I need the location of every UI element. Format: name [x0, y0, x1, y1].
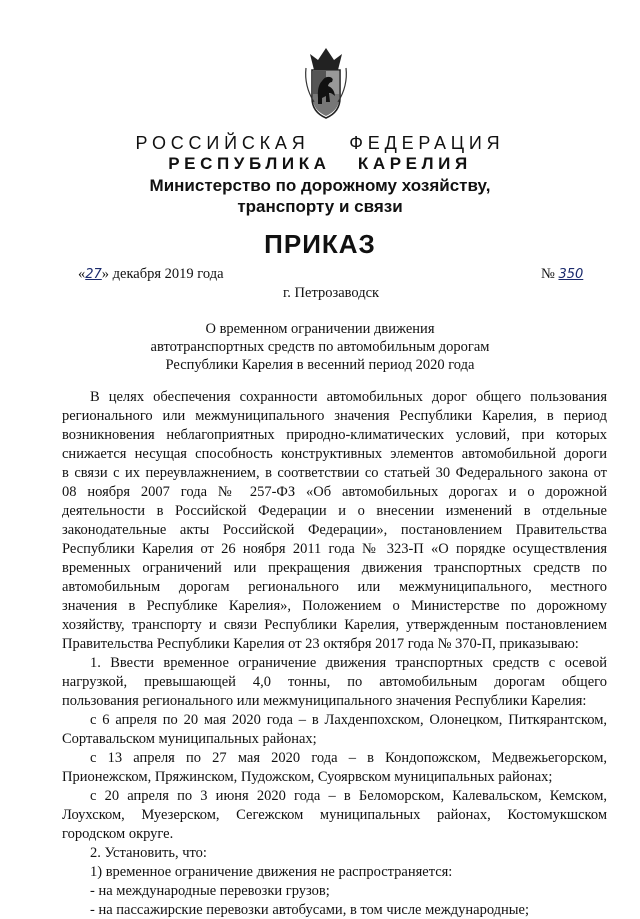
order-number: [541, 266, 583, 283]
body-line: Республики Карелия от 26 ноября 2011 года № 323-П «О порядке осуществления: [62, 541, 607, 557]
coat-of-arms-emblem: [296, 46, 356, 120]
body-line: 08 ноября 2007 года № 257-ФЗ «Об автомобильных дорогах и о дорожной: [62, 484, 607, 500]
body-line: - на международные перевозки грузов;: [90, 883, 330, 899]
body-line: значения в Республике Карелия», Положением о Министерстве по дорожному: [62, 598, 607, 614]
body-line: снижается несущая способность конструктивных элементов автомобильной дороги: [62, 446, 607, 462]
body-line: 1) временное ограничение движения не распространяется:: [90, 864, 453, 880]
ministry-name-line1: Министерство по дорожному хозяйству,: [149, 176, 491, 195]
issue-city: г. Петрозаводск: [283, 285, 380, 301]
number-handwritten: 350: [558, 267, 584, 282]
body-line: в связи с их переувлажнением, в соответствии со статьей 30 Федерального закона от: [62, 465, 607, 481]
body-line: нагрузкой, превышающей 4,0 тонны, по автомобильным дорогам общего: [62, 674, 607, 690]
body-line: Лоухском, Муезерском, Сегежском муниципальных районах, Костомукшском: [62, 807, 607, 823]
body-line: законодательные акты Российской Федерации», постановлением Правительства: [62, 522, 607, 538]
body-line: регионального или межмуниципального значения Республики Карелия, в период: [62, 408, 607, 424]
date-month-year: » декабря 2019 года: [101, 266, 224, 282]
republic-name: РЕСПУБЛИКА КАРЕЛИЯ: [168, 154, 472, 173]
body-line: временных ограничений или прекращения движения транспортных средств по: [62, 560, 607, 576]
body-line: городском округе.: [62, 826, 174, 842]
body-line: с 13 апреля по 27 мая 2020 года – в Кондопожском, Медвежьегорском,: [90, 750, 607, 766]
country-name: РОССИЙСКАЯ ФЕДЕРАЦИЯ: [135, 133, 505, 153]
body-line: В целях обеспечения сохранности автомобильных дорог общего пользования: [90, 389, 607, 405]
body-line: с 20 апреля по 3 июня 2020 года – в Беломорском, Калевальском, Кемском,: [90, 788, 607, 804]
number-prefix: №: [541, 266, 555, 282]
body-line: с 6 апреля по 20 мая 2020 года – в Лахденпохском, Олонецком, Питкярантском,: [90, 712, 607, 728]
order-date: [78, 266, 224, 283]
title-line-3: Республики Карелия в весенний период 2020 года: [165, 357, 475, 373]
ministry-name-line2: транспорту и связи: [237, 197, 403, 216]
body-line: пользования регионального или межмуниципального значения Республики Карелия:: [62, 693, 587, 709]
body-line: Сортавальском муниципальных районах;: [62, 731, 317, 747]
body-line: Правительства Республики Карелия от 23 октября 2017 года № 370-П, приказываю:: [62, 636, 579, 652]
body-line: 1. Ввести временное ограничение движения транспортных средств с осевой: [90, 655, 607, 671]
body-line: Прионежском, Пряжинском, Пудожском, Суоярвском муниципальных районах;: [62, 769, 553, 785]
date-day-handwritten: 27: [85, 267, 102, 282]
document-type: ПРИКАЗ: [264, 229, 376, 259]
body-line: возникновения неблагоприятных природно-климатических условий, при которых: [62, 427, 607, 443]
body-line: деятельности в Российской Федерации и о внесении изменений в отдельные: [62, 503, 607, 519]
body-line: 2. Установить, что:: [90, 845, 207, 861]
title-line-1: О временном ограничении движения: [205, 321, 435, 337]
body-line: автомобильным дорогам регионального или межмуниципального, местного: [62, 579, 607, 595]
title-line-2: автотранспортных средств по автомобильным дорогам: [150, 339, 490, 355]
body-line: - на пассажирские перевозки автобусами, в том числе международные;: [90, 902, 530, 918]
date-open-quote: «: [78, 266, 86, 282]
body-line: хозяйству, транспорту и связи Республики Карелия, утвержденным постановлением: [62, 617, 607, 633]
